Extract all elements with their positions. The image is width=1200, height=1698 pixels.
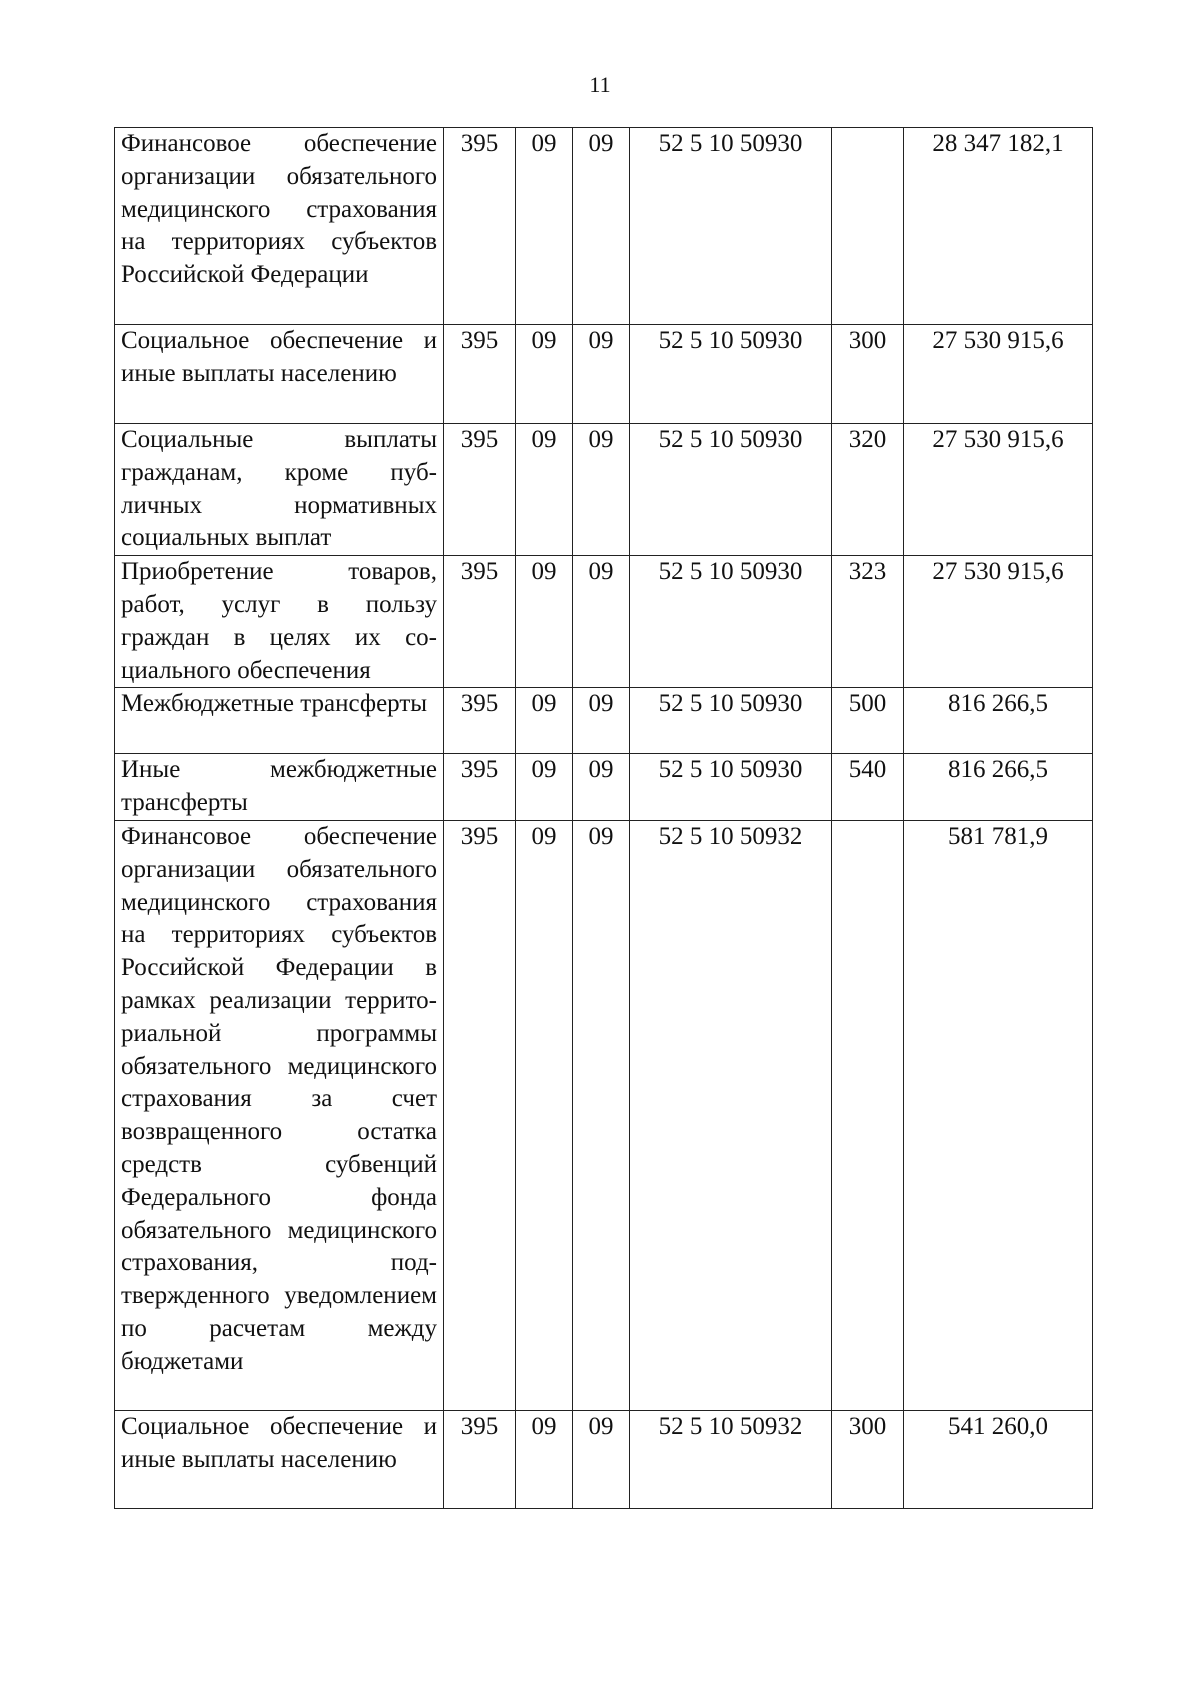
row-csr: 52 5 10 50930 xyxy=(630,556,832,688)
row-vr: 320 xyxy=(832,424,904,556)
row-gl: 395 xyxy=(444,128,516,325)
table-row xyxy=(115,754,1093,821)
row-rz: 09 xyxy=(516,128,573,325)
row-sum: 27 530 915,6 xyxy=(904,424,1093,556)
row-rz: 09 xyxy=(516,325,573,424)
row-gl: 395 xyxy=(444,325,516,424)
row-pr: 09 xyxy=(573,688,630,754)
row-vr: 540 xyxy=(832,754,904,821)
row-vr: 300 xyxy=(832,1410,904,1508)
row-name: Иные межбюджетные трансферты xyxy=(115,754,444,821)
row-rz: 09 xyxy=(516,688,573,754)
row-name: Социальное обеспечение и иные выплаты населению xyxy=(115,325,444,424)
table-row xyxy=(115,1410,1093,1508)
row-name: Финансовое обеспечение организации обязательного медицинского страхования на территориях субъектов Российской Федерации xyxy=(115,128,444,325)
table-row xyxy=(115,325,1093,424)
row-name: Социальные выплаты гражданам, кроме публичных нормативных социальных выплат xyxy=(115,424,444,556)
row-csr: 52 5 10 50930 xyxy=(630,688,832,754)
row-pr: 09 xyxy=(573,556,630,688)
row-pr: 09 xyxy=(573,325,630,424)
row-rz: 09 xyxy=(516,820,573,1410)
row-sum: 27 530 915,6 xyxy=(904,325,1093,424)
row-sum: 816 266,5 xyxy=(904,688,1093,754)
table-row xyxy=(115,556,1093,688)
row-gl: 395 xyxy=(444,754,516,821)
row-gl: 395 xyxy=(444,424,516,556)
budget-table xyxy=(114,127,1093,1509)
row-csr: 52 5 10 50932 xyxy=(630,1410,832,1508)
row-rz: 09 xyxy=(516,1410,573,1508)
row-name: Социальное обеспечение и иные выплаты населению xyxy=(115,1410,444,1508)
row-pr: 09 xyxy=(573,1410,630,1508)
row-sum: 27 530 915,6 xyxy=(904,556,1093,688)
table-row xyxy=(115,688,1093,754)
row-pr: 09 xyxy=(573,820,630,1410)
page-number: 11 xyxy=(589,72,611,97)
row-sum: 581 781,9 xyxy=(904,820,1093,1410)
row-rz: 09 xyxy=(516,424,573,556)
row-name: Финансовое обеспечение организации обязательного медицинского страхования на территориях субъектов Российской Федерации в рамках реализации территориальной программы обязательного медицинского страхования за счет возвращенного остатка средств субвенций Федерального фонда обязательного медицинского страхования, подтвержденного уведомлением по расчетам между бюджетами xyxy=(115,820,444,1410)
row-csr: 52 5 10 50930 xyxy=(630,424,832,556)
row-csr: 52 5 10 50932 xyxy=(630,820,832,1410)
row-pr: 09 xyxy=(573,128,630,325)
row-name: Приобретение товаров, работ, услуг в пользу граждан в целях их социального обеспечения xyxy=(115,556,444,688)
row-sum: 541 260,0 xyxy=(904,1410,1093,1508)
row-name: Межбюджетные трансферты xyxy=(115,688,444,754)
table-row xyxy=(115,424,1093,556)
row-pr: 09 xyxy=(573,754,630,821)
row-rz: 09 xyxy=(516,556,573,688)
row-vr: 323 xyxy=(832,556,904,688)
row-vr xyxy=(832,128,904,325)
row-sum: 816 266,5 xyxy=(904,754,1093,821)
row-csr: 52 5 10 50930 xyxy=(630,325,832,424)
row-vr xyxy=(832,820,904,1410)
row-rz: 09 xyxy=(516,754,573,821)
row-csr: 52 5 10 50930 xyxy=(630,754,832,821)
row-gl: 395 xyxy=(444,556,516,688)
table-row xyxy=(115,128,1093,325)
row-vr: 300 xyxy=(832,325,904,424)
row-sum: 28 347 182,1 xyxy=(904,128,1093,325)
table-row xyxy=(115,820,1093,1410)
row-pr: 09 xyxy=(573,424,630,556)
row-gl: 395 xyxy=(444,820,516,1410)
budget-table-body xyxy=(115,128,1093,1509)
row-gl: 395 xyxy=(444,688,516,754)
row-vr: 500 xyxy=(832,688,904,754)
row-gl: 395 xyxy=(444,1410,516,1508)
row-csr: 52 5 10 50930 xyxy=(630,128,832,325)
